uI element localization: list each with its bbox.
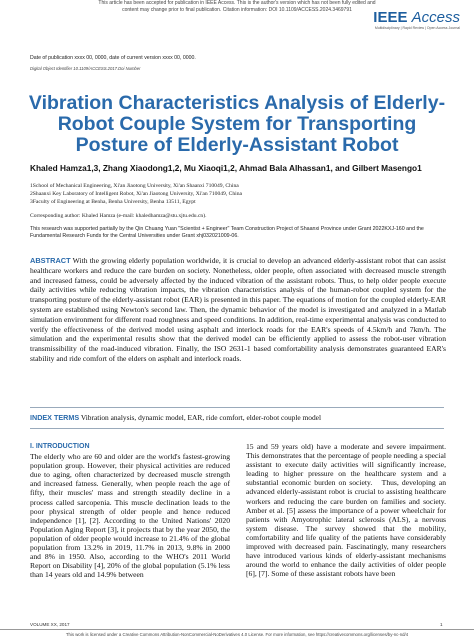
index-terms-text: Vibration analysis, dynamic model, EAR, ride comfort, elder-robot couple model: [80, 413, 321, 422]
corresponding-author: Corresponding author: Khaled Hamza (e-mail: khaledhamza@stu.xjtu.edu.cn).: [30, 213, 207, 219]
body-column-left: [30, 442, 230, 579]
logo-tagline: Multidisciplinary | Rapid Review | Open Access Journal: [374, 26, 460, 30]
introduction-text-right: 15 and 59 years old) have a moderate and severe impairment. This demonstrates that the percentage of people needing a special assistant to execute daily activities will significantly increase, leading to higher pressure on the healthcare system and a substantial economic burden on society. Thus, developing an advanced elderly-assistant robot is crucial to assisting healthcare workers and reducing the care burden on families and society. Amber et al. [5] assess the importance of a power wheelchair for patients with Amyotrophic lateral sclerosis (ALS), a nervous system disease. The survey showed that the mobility, comfortability and life quality of the patients have considerably improved with decreased pain. Fascinatingly, many researchers have introduced various kinds of elderly-assistant mechanisms around the world to enhance the daily activities of older people [6], [7]. Some of these assistant robots have been: [246, 442, 446, 579]
doi-line: Digital Object Identifier 10.1109/ACCESS.2017.Doi Number: [30, 66, 141, 71]
index-terms-top-divider: [30, 407, 444, 408]
footer-divider: [0, 629, 474, 630]
ieee-access-logo: [373, 10, 460, 30]
introduction-heading: I. INTRODUCTION: [30, 443, 90, 450]
abstract: [30, 256, 446, 364]
affiliation-1: 1School of Mechanical Engineering, Xi'an Jiaotong University, Xi'an Shaanxi 710049, China: [30, 183, 239, 189]
preprint-notice-line-2: content may change prior to final publication. Citation information: DOI 10.1109/ACCESS.2024.3469791: [122, 7, 352, 13]
abstract-text: With the growing elderly population worldwide, it is crucial to develop an advanced elderly-assistant robot that can assist healthcare workers and reduce the care burden on society. Nonetheless, older people, often associated with decreased muscle strength and increased fatness, could be adversely affected by the induced vibration of the assistant robots. Thus, to help older people execute daily activities while reducing vibration impacts, the vibration characteristics analysis of the human-robot coupled system for the transporting posture of the elderly-assistant robot (EAR) is presented in this paper. The equations of motion for the coupled elderly-EAR system are established using Newton's second law. Then, the dynamic behavior of the model is investigated and analyzed in a Matlab simulation environment for different road roughness and speed conditions. In addition, real-time experimental analysis was conducted to verify the effectiveness of the derived model using asphalt and interlock roads for the EAR's speeds of 4.5km/h and 7km/h. The simulation and the experimental results show that the derived model can be efficiently applied to assess the robot-user vibration transmissibility of the road-induced vibration. Finally, the ISO 2631-1 based comfortability analysis demonstrates guaranteed EAR's stability and ride comfort of the elders on asphalt and interlock roads.: [30, 256, 446, 363]
affiliation-3: 3Faculty of Engineering at Benha, Benha University, Benha 13511, Egypt: [30, 198, 196, 205]
logo-name: Access: [411, 9, 460, 26]
footer-license: This work is licensed under a Creative Commons Attribution-NonCommercial-NoDerivatives 4.0 License. For more information, see https://creativecommons.org/licenses/by-nc-nd/4: [65, 632, 409, 637]
index-terms: [30, 413, 450, 422]
affiliation-2: 2Shaanxi Key Laboratory of Intelligent Robot, Xi'an Jiaotong University, Xi'an 710049, China: [30, 190, 243, 197]
introduction-text-left: The elderly who are 60 and older are the world's fastest-growing population group. However, their physical activities are reduced due to aging, often characterized by decreased muscle strength and increased fatness. Generally, when people reach the age of fifty, their muscles' mass and strength steadily decline in a process called sarcopenia. This muscle declination leads to the poor physical strength of older people and hence reduced independence [1], [2]. According to the United Nations' 2020 Population Aging Report [3], it projects that by the year 2050, the population of older people would increase to 21.4% of the global population from 13.2% in 2019, 11.7% in 2013, 9.8% in 2000 and 8% in 1950. Also, according to the WHO's 2011 World Report on Disability [4], 20% of the global population (5.1% less than 14 years old and 14.9% between: [30, 452, 230, 580]
affiliations: [30, 183, 450, 206]
author-list: Khaled Hamza1,3, Zhang Xiaodong1,2, Mu Xiaoqi1,2, Ahmad Bala Alhassan1, and Gilbert Masengo1: [30, 163, 422, 173]
index-terms-bottom-divider: [30, 428, 444, 429]
index-terms-heading: INDEX TERMS: [30, 413, 80, 422]
footer-volume: VOLUME XX, 2017: [30, 622, 70, 627]
publication-dates: Date of publication xxxx 00, 0000, date of current version xxxx 00, 0000.: [30, 55, 196, 61]
abstract-heading: ABSTRACT: [30, 256, 71, 265]
logo-brand: IEEE: [373, 9, 408, 26]
preprint-notice-line-1: This article has been accepted for publication in IEEE Access. This is the author's version which has not been fully edited and: [98, 0, 376, 6]
footer-page-number: 1: [440, 622, 443, 627]
paper-title: Vibration Characteristics Analysis of Elderly-Robot Couple System for Transporting Posture of Elderly-Assistant Robot: [28, 92, 446, 156]
body-column-right: [246, 442, 446, 578]
funding-statement: This research was supported partially by the Qin Chuang Yuan "Scientist + Engineer" Team Construction Project of Shaanxi Province under Grant 2022KXJ-160 and the Fundamental Research Funds for the Central Universities under Grant xhj032021009-06.: [30, 226, 424, 240]
